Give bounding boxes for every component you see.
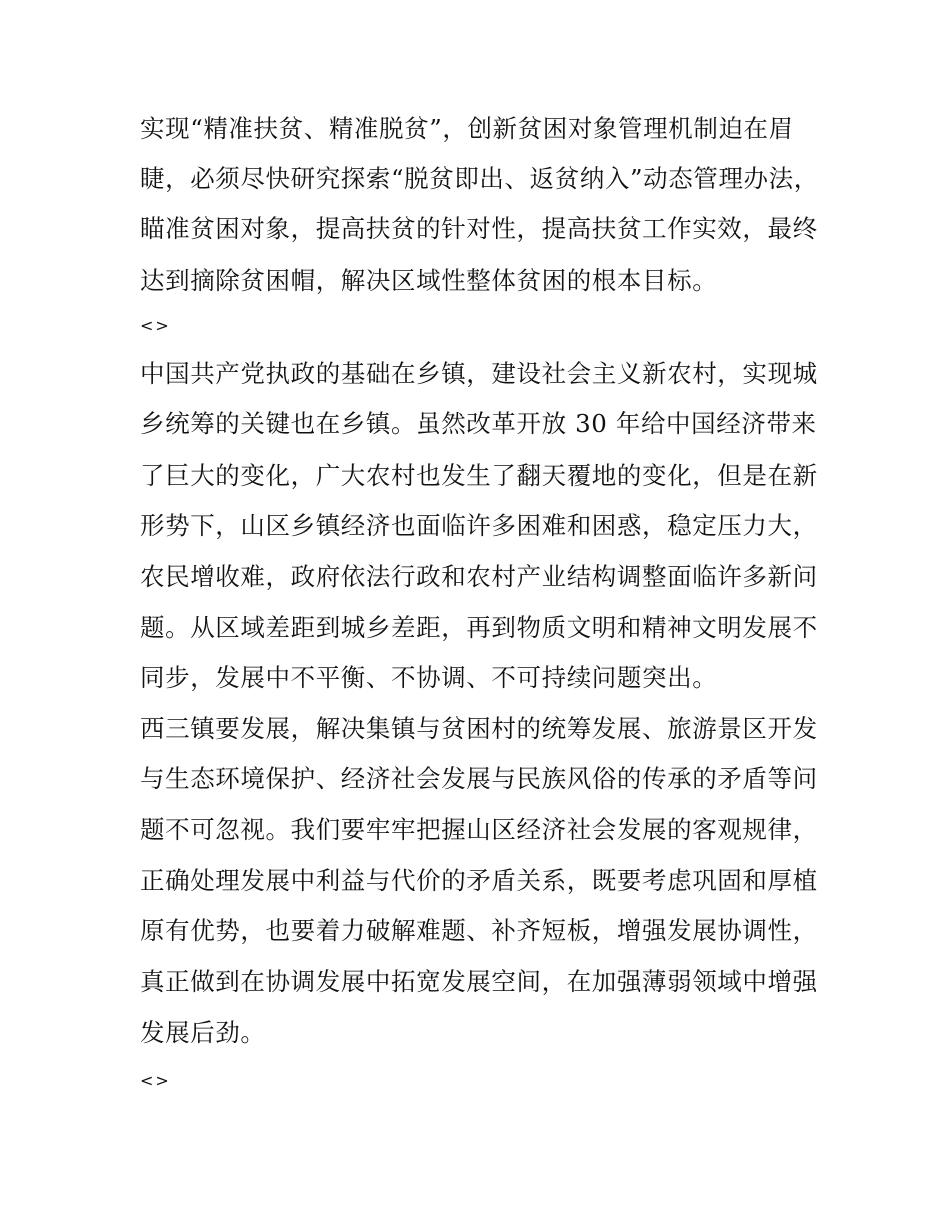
section-marker: <> bbox=[140, 1071, 171, 1090]
text-line: 实现“精准扶贫、精准脱贫”，创新贫困对象管理机制迫在眉 bbox=[140, 114, 794, 143]
text-line: 正确处理发展中利益与代价的矛盾关系，既要考虑巩固和厚植 bbox=[140, 866, 818, 895]
text-line: 与生态环境保护、经济社会发展与民族风俗的传承的矛盾等问 bbox=[140, 764, 818, 793]
text-line: 了巨大的变化，广大农村也发生了翻天覆地的变化，但是在新 bbox=[140, 461, 818, 490]
text-line: 中国共产党执政的基础在乡镇，建设社会主义新农村，实现城 bbox=[140, 359, 818, 388]
section-marker: <> bbox=[140, 316, 171, 335]
text-line: 农民增收难，政府依法行政和农村产业结构调整面临许多新问 bbox=[140, 562, 818, 591]
text-line: 题不可忽视。我们要牢牢把握山区经济社会发展的客观规律， bbox=[140, 815, 818, 844]
text-line: 乡统筹的关键也在乡镇。虽然改革开放 30 年给中国经济带来 bbox=[140, 409, 817, 438]
text-line: 西三镇要发展，解决集镇与贫困村的统筹发展、旅游景区开发 bbox=[140, 714, 818, 743]
text-line: 题。从区域差距到城乡差距，再到物质文明和精神文明发展不 bbox=[140, 613, 818, 642]
text-line: 达到摘除贫困帽，解决区域性整体贫困的根本目标。 bbox=[140, 266, 718, 295]
text-line: 原有优势，也要着力破解难题、补齐短板，增强发展协调性， bbox=[140, 916, 818, 945]
text-line: 发展后劲。 bbox=[140, 1018, 266, 1047]
text-line: 形势下，山区乡镇经济也面临许多困难和困惑，稳定压力大， bbox=[140, 511, 818, 540]
text-line: 瞄准贫困对象，提高扶贫的针对性，提高扶贫工作实效，最终 bbox=[140, 214, 818, 243]
text-line: 真正做到在协调发展中拓宽发展空间，在加强薄弱领域中增强 bbox=[140, 967, 818, 996]
text-line: 睫，必须尽快研究探索“脱贫即出、返贫纳入”动态管理办法， bbox=[140, 164, 819, 193]
text-line: 同步，发展中不平衡、不协调、不可持续问题突出。 bbox=[140, 663, 718, 692]
